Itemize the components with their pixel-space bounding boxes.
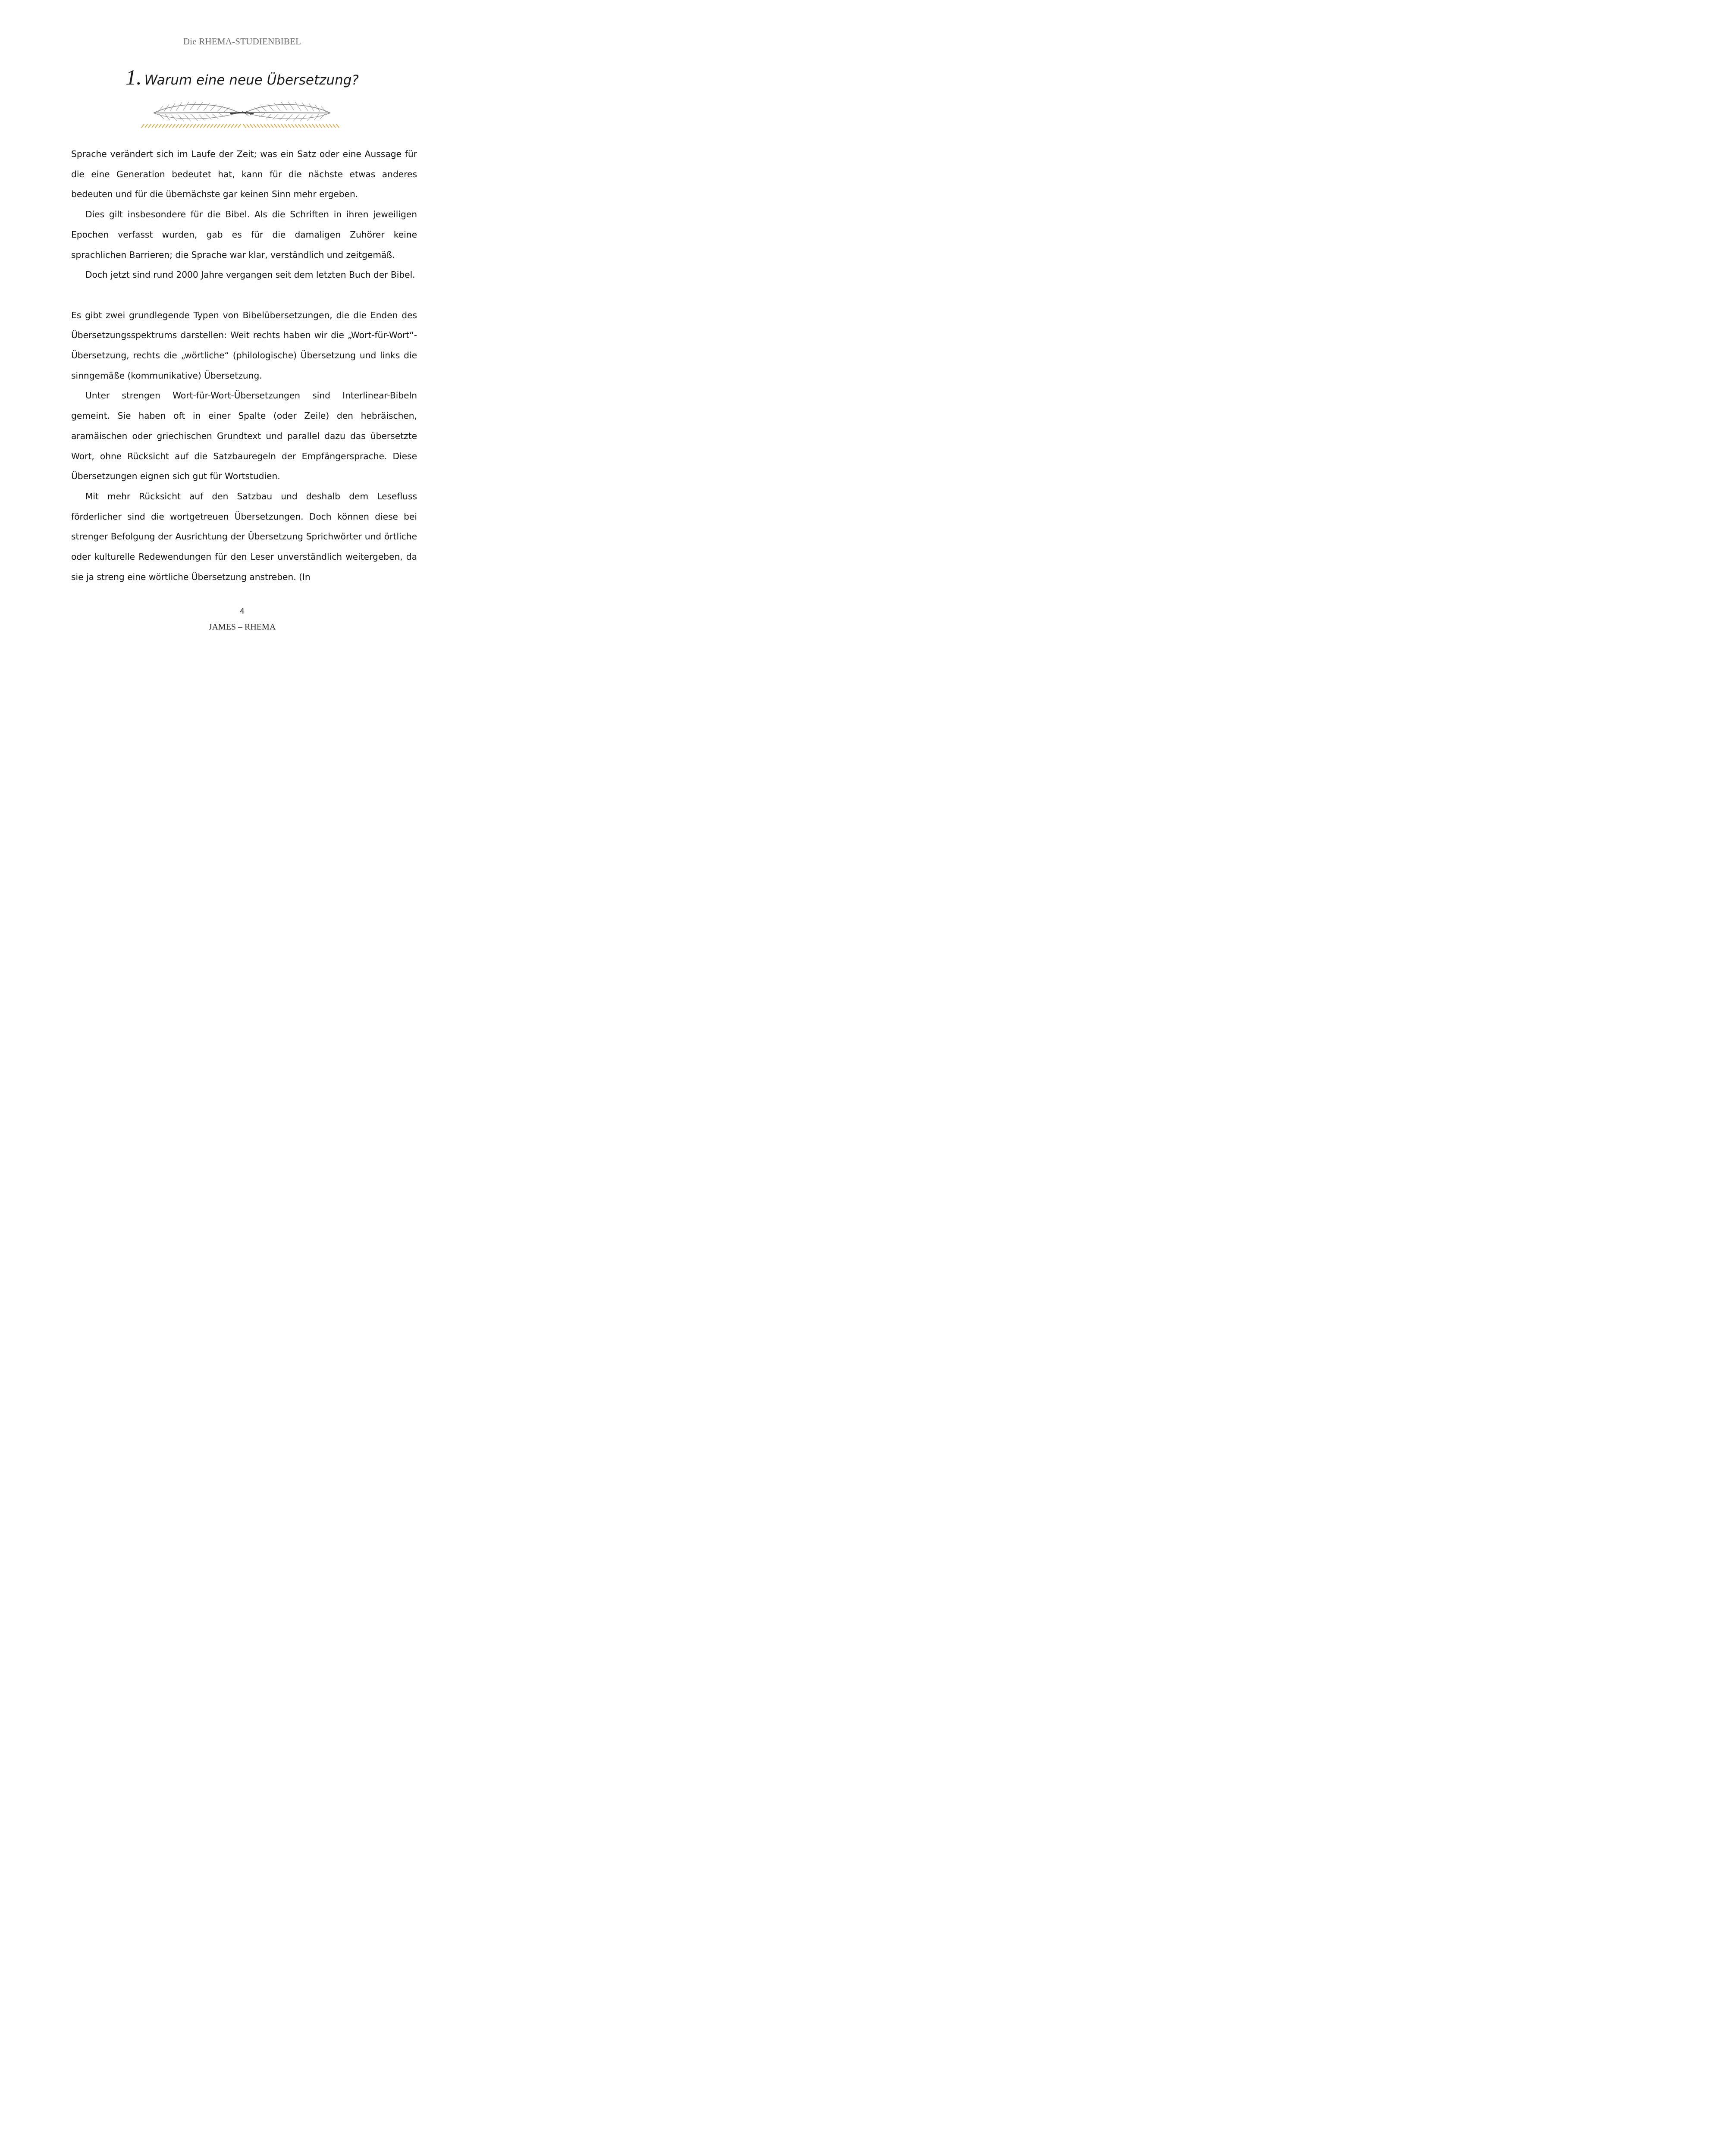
paragraph: Doch jetzt sind rund 2000 Jahre vergangen seit dem letzten Buch der Bibel.	[85, 270, 415, 280]
running-head: Die RHEMA-STUDIENBIBEL	[183, 36, 301, 47]
paragraph: Dies gilt insbesondere für die Bibel. Als die Schriften in ihren jeweiligen Epochen verfasst wurden, gab es für die damaligen Zuhörer keine sprachlichen Barrieren; die Sprache war klar, verständlich und zeitgemäß.	[71, 209, 417, 260]
chapter-title	[0, 65, 484, 90]
gold-hatch-rule	[141, 124, 339, 128]
chapter-number: 1.	[126, 65, 142, 89]
running-foot: JAMES – RHEMA	[208, 622, 276, 632]
crossed-feathers-icon	[141, 97, 343, 131]
paragraph: Es gibt zwei grundlegende Typen von Bibelübersetzungen, die die Enden des Übersetzungsspektrums darstellen: Weit rechts haben wir die „Wort-für-Wort“-Übersetzung, rechts die „wörtliche“ (philologische) Übersetzung und links die sinngemäße (kommunikative) Übersetzung.	[71, 310, 417, 381]
page-number: 4	[240, 607, 245, 616]
chapter-heading: Warum eine neue Übersetzung?	[144, 72, 359, 88]
paragraph: Sprache verändert sich im Laufe der Zeit; was ein Satz oder eine Aussage für die eine Generation bedeutet hat, kann für die nächste etwas anderes bedeuten und für die übernächste gar keinen Sinn mehr ergeben.	[71, 149, 417, 200]
body-text	[71, 144, 417, 587]
right-feather	[230, 102, 330, 121]
paragraph: Mit mehr Rücksicht auf den Satzbau und deshalb dem Lesefluss förderlicher sind die wortgetreuen Übersetzungen. Doch können diese bei strenger Befolgung der Ausrichtung der Übersetzung Sprichwörter und örtliche oder kulturelle Redewendungen für den Leser unverständlich weitergeben, da sie ja streng eine wörtliche Übersetzung anstreben. (In	[71, 491, 417, 582]
paragraph: Unter strengen Wort-für-Wort-Übersetzungen sind Interlinear-Bibeln gemeint. Sie haben oft in einer Spalte (oder Zeile) den hebräischen, aramäischen oder griechischen Grundtext und parallel dazu das übersetzte Wort, ohne Rücksicht auf die Satzbauregeln der Empfängersprache. Diese Übersetzungen eignen sich gut für Wortstudien.	[71, 390, 417, 482]
left-feather	[154, 102, 254, 121]
